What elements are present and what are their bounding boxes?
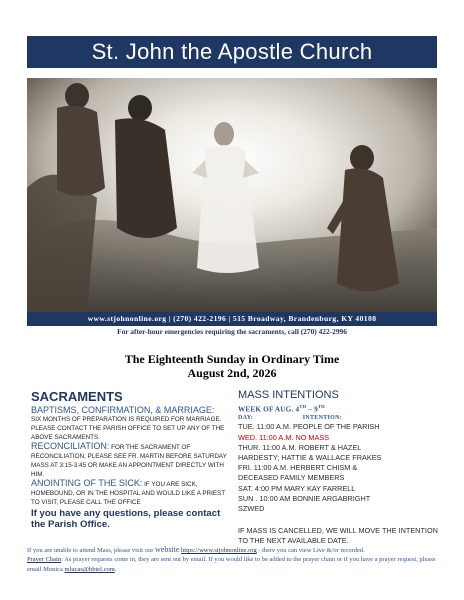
prayer-chain-label: Prayer Chain: [27, 556, 62, 564]
mass-intentions-section: [238, 389, 438, 546]
footer-text-1: If you are unable to attend Mass, please visit our: [27, 547, 155, 554]
week-range: WEEK OF AUG. 4TH – 9TH: [238, 404, 325, 414]
column-labels: [238, 414, 438, 422]
mass-intentions-heading: MASS INTENTIONS: [238, 389, 339, 401]
sacraments-heading: SACRAMENTS: [31, 389, 123, 404]
mass-line: DECEASED FAMILY MEMBERS: [238, 473, 345, 483]
mass-line: TUE. 11:00 A.M. PEOPLE OF THE PARISH: [238, 422, 380, 432]
baptism-heading: BAPTISMS, CONFIRMATION, & MARRIAGE:: [31, 405, 215, 415]
website-link[interactable]: https://www.stjohnonline.org: [181, 547, 257, 554]
footer-website-word: website: [154, 545, 180, 554]
liturgical-date: August 2nd, 2026: [187, 366, 277, 380]
sacraments-section: [31, 389, 231, 530]
mass-line: SAT. 4:00 PM MARY KAY FARRELL: [238, 483, 356, 493]
email-link[interactable]: mlucas@bbtel.com: [64, 565, 115, 573]
mass-line: HARDESTY; HATTIE & WALLACE FRAKES: [238, 453, 382, 462]
questions-callout: If you have any questions, please contact the Parish Office.: [31, 508, 221, 530]
liturgical-day-title: The Eighteenth Sunday in Ordinary Time: [124, 352, 340, 366]
hero-illustration: [27, 78, 437, 312]
contact-info-bar: [27, 312, 437, 326]
contact-info: www.stjohnonline.org | (270) 422-2196 | 515 Broadway, Brandenburg, KY 40108: [87, 314, 377, 323]
mass-line: SUN . 10:00 AM BONNIE ARGABRIGHT: [238, 493, 371, 503]
footer-text-2: - there you can view Live &/or recorded.: [256, 547, 365, 554]
reconciliation-heading: RECONCILIATION:: [31, 441, 110, 451]
day-label: DAY:: [238, 415, 254, 422]
intention-label: INTENTION:: [302, 415, 343, 422]
mass-schedule-list: [238, 422, 438, 514]
transfiguration-image: [27, 78, 437, 312]
reconciliation-text: FOR THE SACRAMENT OF RECONCILIATION, PLEASE SEE FR. MARTIN BEFORE SATURDAY MASS AT 3:15-3:45 OR MAKE AN APPOINTMENT DIRECTLY WITH HIM.: [31, 444, 227, 478]
mass-line: SZWED: [238, 504, 265, 514]
footer-notice: If you are unable to attend Mass, please visit our website https://www.stjohnonline.org - there you can view Live &/or recorded. Prayer Chain: As prayer requests come in, they are sent out by email. If you would like to be added to the prayer chain or if you have a prayer request, please email Monica mlucas@bbtel.com.: [27, 545, 436, 573]
emergency-notice: For after-hour emergencies requiring the sacraments, call (270) 422-2996: [117, 327, 347, 336]
reconciliation-block: [31, 442, 231, 479]
mass-line: WED. 11:00 A.M. NO MASS: [238, 432, 330, 442]
church-title-banner: [27, 36, 437, 68]
anointing-block: [31, 479, 231, 507]
cancellation-note: IF MASS IS CANCELLED, WE WILL MOVE THE INTENTION TO THE NEXT AVAILABLE DATE.: [238, 526, 438, 546]
church-title: St. John the Apostle Church: [91, 39, 373, 64]
mass-line: THUR. 11:00 A.M. ROBERT & HAZEL: [238, 442, 362, 452]
anointing-heading: ANOINTING OF THE SICK:: [31, 478, 143, 488]
prayer-chain-text: : As prayer requests come in, they are sent out by email. If you would like to be added to the prayer chain or if you have a prayer request, please email Monica: [27, 556, 436, 573]
mass-line: FRI. 11:00 A.M. HERBERT CHISM &: [238, 463, 358, 473]
anointing-text: IF YOU ARE SICK, HOMEBOUND, OR IN THE HOSPITAL AND WOULD LIKE A PRIEST TO VISIT, PLEASE CALL THE OFFICE: [31, 481, 225, 506]
baptism-text: SIX MONTHS OF PREPARATION IS REQUIRED FOR MARRIAGE. PLEASE CONTACT THE PARISH OFFICE TO SET UP ANY OF THE ABOVE SACRAMENTS.: [31, 416, 225, 441]
